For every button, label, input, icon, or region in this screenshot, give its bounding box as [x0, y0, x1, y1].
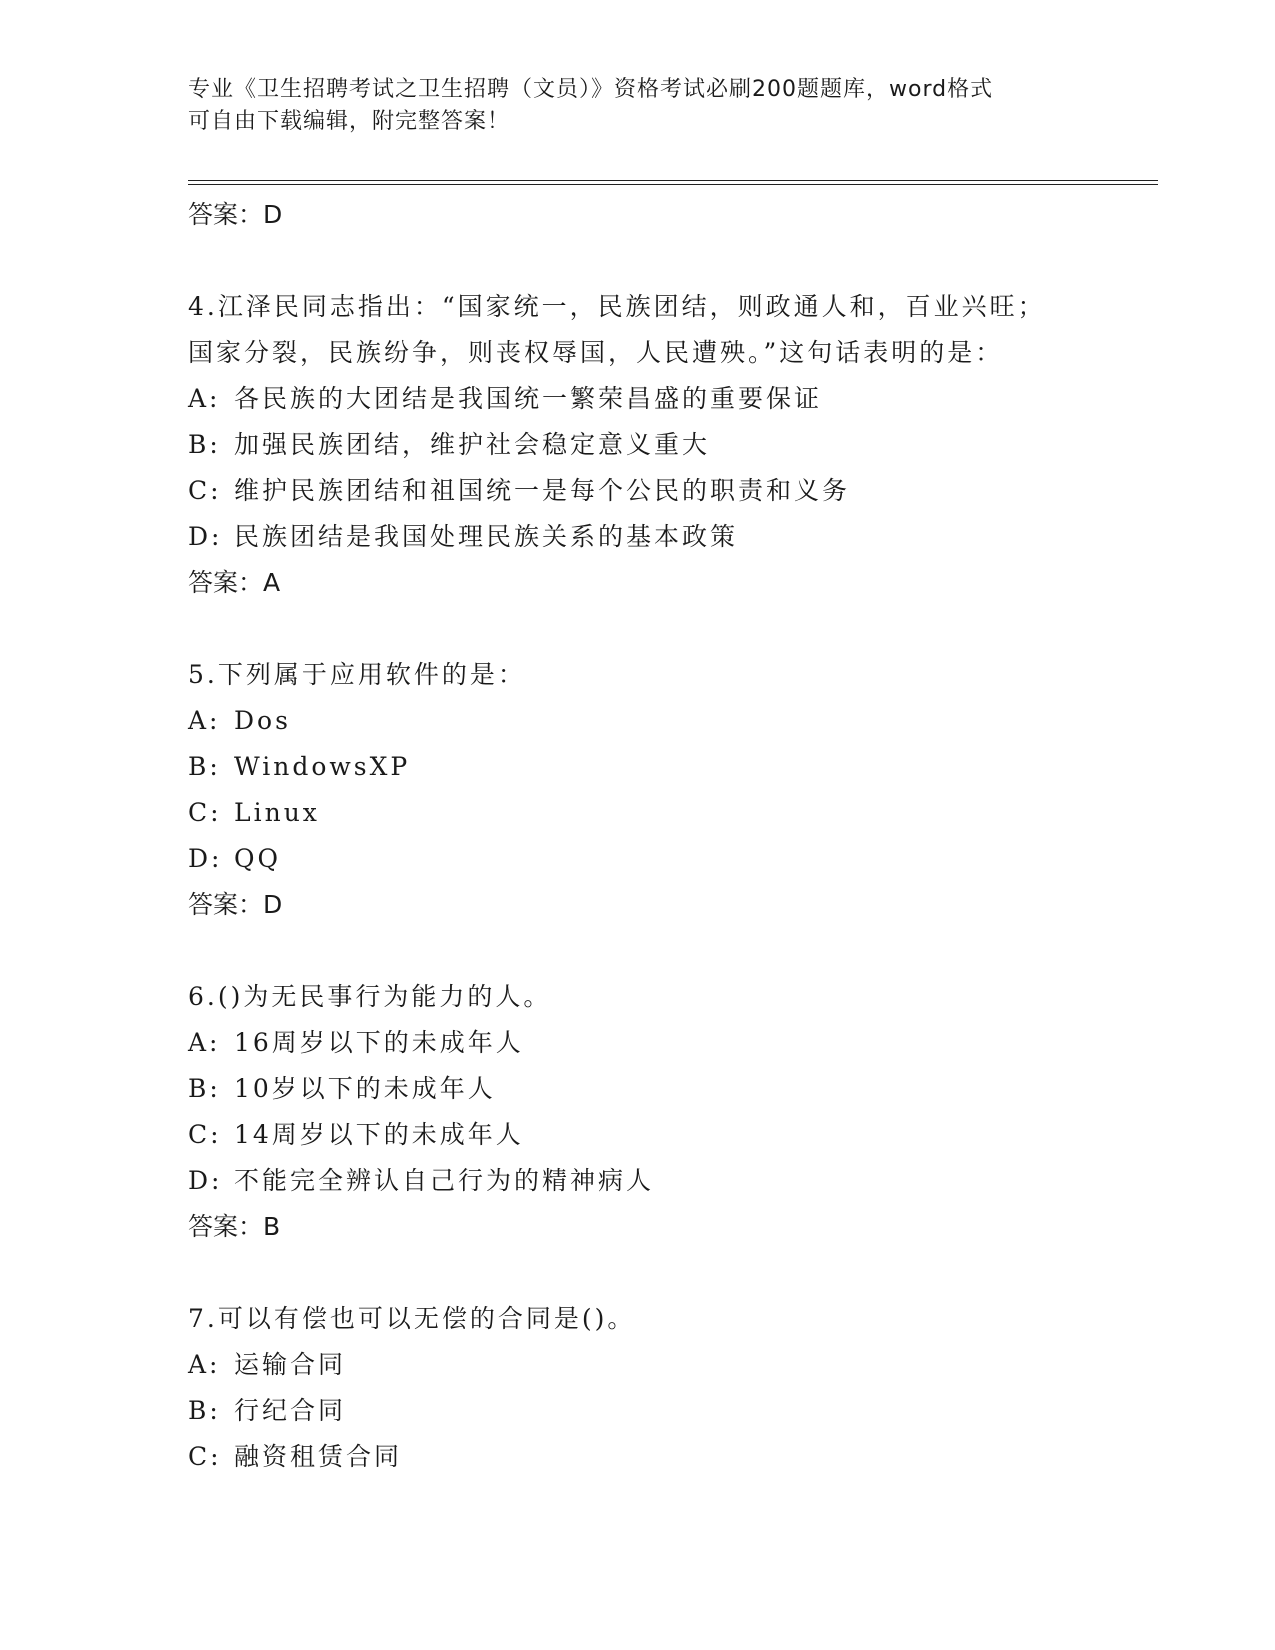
- header-divider-bottom: [188, 184, 1158, 185]
- option-d: [188, 836, 1148, 882]
- option-letter: A:: [188, 1028, 221, 1057]
- option-letter: D:: [188, 1166, 223, 1195]
- option-b: [188, 422, 1148, 468]
- option-a: [188, 1020, 1148, 1066]
- option-text: Linux: [234, 798, 320, 827]
- option-text: WindowsXP: [234, 752, 411, 781]
- question-6-answer: 答案：B: [188, 1212, 281, 1241]
- option-letter: C:: [188, 1442, 222, 1471]
- option-a: [188, 1342, 1148, 1388]
- question-list: [188, 192, 1148, 1480]
- header-line-1: 专业《卫生招聘考试之卫生招聘（文员）》资格考试必刷200题题库，word格式: [188, 77, 994, 102]
- question-4-stem-line-1: 4.江泽民同志指出：“国家统一，民族团结，则政通人和，百业兴旺；: [188, 292, 1046, 321]
- option-text: Dos: [234, 706, 291, 735]
- option-text: 民族团结是我国处理民族关系的基本政策: [234, 522, 739, 551]
- question-5: [188, 652, 1148, 928]
- question-4: [188, 284, 1148, 606]
- option-letter: D:: [188, 522, 223, 551]
- option-b: [188, 1388, 1148, 1434]
- option-b: [188, 744, 1148, 790]
- option-text: 运输合同: [234, 1350, 347, 1379]
- option-d: [188, 1158, 1148, 1204]
- option-letter: B:: [188, 752, 221, 781]
- question-4-answer: 答案：A: [188, 568, 281, 597]
- option-text: 16周岁以下的未成年人: [234, 1028, 524, 1057]
- option-c: [188, 468, 1148, 514]
- option-text: 加强民族团结，维护社会稳定意义重大: [234, 430, 711, 459]
- option-letter: D:: [188, 844, 223, 873]
- header-line-2: 可自由下载编辑，附完整答案！: [188, 109, 511, 134]
- option-letter: A:: [188, 384, 221, 413]
- option-text: 行纪合同: [234, 1396, 347, 1425]
- answer-previous: 答案：D: [188, 200, 283, 229]
- question-6: [188, 974, 1148, 1250]
- option-d: [188, 514, 1148, 560]
- option-text: 14周岁以下的未成年人: [234, 1120, 524, 1149]
- option-text: 各民族的大团结是我国统一繁荣昌盛的重要保证: [234, 384, 823, 413]
- option-letter: C:: [188, 1120, 222, 1149]
- option-letter: B:: [188, 430, 221, 459]
- option-c: [188, 1112, 1148, 1158]
- spacer: [188, 238, 1148, 284]
- option-letter: C:: [188, 798, 222, 827]
- question-4-stem-line-2: 国家分裂，民族纷争，则丧权辱国，人民遭殃。”这句话表明的是：: [188, 338, 1004, 367]
- spacer: [188, 1250, 1148, 1296]
- question-5-answer: 答案：D: [188, 890, 283, 919]
- option-letter: A:: [188, 706, 221, 735]
- option-letter: A:: [188, 1350, 221, 1379]
- document-header: [188, 74, 1068, 138]
- option-c: [188, 1434, 1148, 1480]
- option-text: 不能完全辨认自己行为的精神病人: [234, 1166, 655, 1195]
- question-5-stem: 5.下列属于应用软件的是：: [188, 660, 526, 689]
- question-6-stem: 6.()为无民事行为能力的人。: [188, 982, 552, 1011]
- option-b: [188, 1066, 1148, 1112]
- option-a: [188, 698, 1148, 744]
- option-letter: C:: [188, 476, 222, 505]
- option-text: 融资租赁合同: [234, 1442, 403, 1471]
- option-c: [188, 790, 1148, 836]
- option-text: QQ: [234, 844, 281, 873]
- header-divider-top: [188, 180, 1158, 181]
- option-text: 维护民族团结和祖国统一是每个公民的职责和义务: [234, 476, 851, 505]
- option-a: [188, 376, 1148, 422]
- option-letter: B:: [188, 1396, 221, 1425]
- question-7-stem: 7.可以有偿也可以无偿的合同是()。: [188, 1304, 636, 1333]
- spacer: [188, 928, 1148, 974]
- option-letter: B:: [188, 1074, 221, 1103]
- question-7: [188, 1296, 1148, 1480]
- spacer: [188, 606, 1148, 652]
- option-text: 10岁以下的未成年人: [234, 1074, 496, 1103]
